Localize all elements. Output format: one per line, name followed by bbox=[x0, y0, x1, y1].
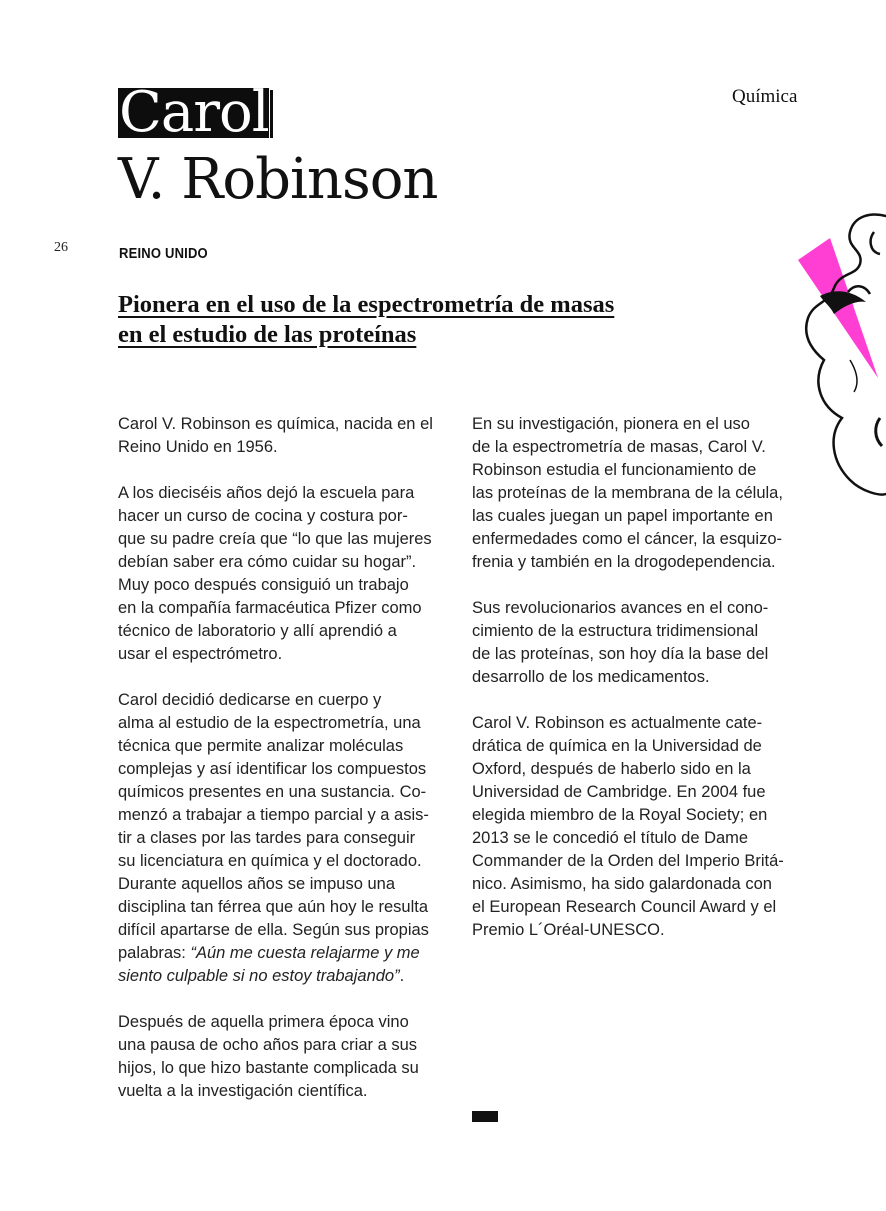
paragraph-1: Carol V. Robinson es química, nacida en el Reino Unido en 1956. bbox=[118, 415, 433, 456]
page-number: 26 bbox=[54, 240, 68, 255]
quote-cont: siento culpable si no estoy trabajando” bbox=[118, 967, 400, 985]
title-cursor-bar bbox=[270, 90, 273, 138]
paragraph-3: Carol decidió dedicarse en cuerpo y alma al estudio de la espectrometría, una técnica que permite analizar moléculas complejas y así identificar los compuestos químicos presentes en una sustancia. Co- menzó a trabajar a tiempo parcial y a asis- tir a clases por las tardes para conseguir su licenciatura en química y el doctorado. Durante aquellos años se impuso una disciplina tan férrea que aún hoy le resulta difícil apartarse de ella. Según sus propias palabras: “Aún me cuesta relajarme y me siento culpable si no estoy trabajando”. bbox=[118, 691, 429, 985]
subtitle-line-2: en el estudio de las proteínas bbox=[118, 321, 417, 348]
title-highlight: Carol bbox=[119, 80, 269, 145]
paragraph-6: Sus revolucionarios avances en el cono- cimiento de la estructura tridimensional de las proteínas, son hoy día la base del desarrollo de los medicamentos. bbox=[472, 599, 769, 686]
title-surname: V. Robinson bbox=[118, 147, 438, 212]
title-first-name bbox=[118, 80, 273, 145]
end-of-article-mark bbox=[472, 1111, 498, 1122]
paragraph-5: En su investigación, pionera en el uso de la espectrometría de masas, Carol V. Robinson estudia el funcionamiento de las proteínas de la membrana de la célula, las cuales juegan un papel importante en enfermedades como el cáncer, la esquizo- frenia y también en la drogodependencia. bbox=[472, 415, 783, 571]
left-column bbox=[118, 413, 453, 1126]
portrait-illustration bbox=[790, 210, 886, 500]
paragraph-2: A los dieciséis años dejó la escuela para hacer un curso de cocina y costura por- que su padre creía que “lo que las mujeres debían saber era cómo cuidar su hogar”. Muy poco después consiguió un trabajo en la compañía farmacéutica Pfizer como técnico de laboratorio y allí aprendió a usar el espectrómetro. bbox=[118, 484, 432, 663]
right-column bbox=[472, 413, 807, 965]
paragraph-4: Después de aquella primera época vino una pausa de ocho años para criar a sus hijos, lo que hizo bastante complicada su vuelta a la investigación científica. bbox=[118, 1013, 419, 1100]
quote: “Aún me cuesta relajarme y me bbox=[190, 944, 420, 962]
section-category: Química bbox=[732, 86, 798, 107]
subtitle bbox=[118, 290, 718, 350]
country-label: REINO UNIDO bbox=[119, 244, 208, 262]
subtitle-line-1: Pionera en el uso de la espectrometría de masas bbox=[118, 291, 615, 318]
paragraph-7: Carol V. Robinson es actualmente cate- drática de química en la Universidad de Oxford, después de haberlo sido en la Universidad de Cambridge. En 2004 fue elegida miembro de la Royal Society; en 2013 se le concedió el título de Dame Commander de la Orden del Imperio Britá- nico. Asimismo, ha sido galardonada con el European Research Council Award y el Premio L´Oréal-UNESCO. bbox=[472, 714, 784, 939]
